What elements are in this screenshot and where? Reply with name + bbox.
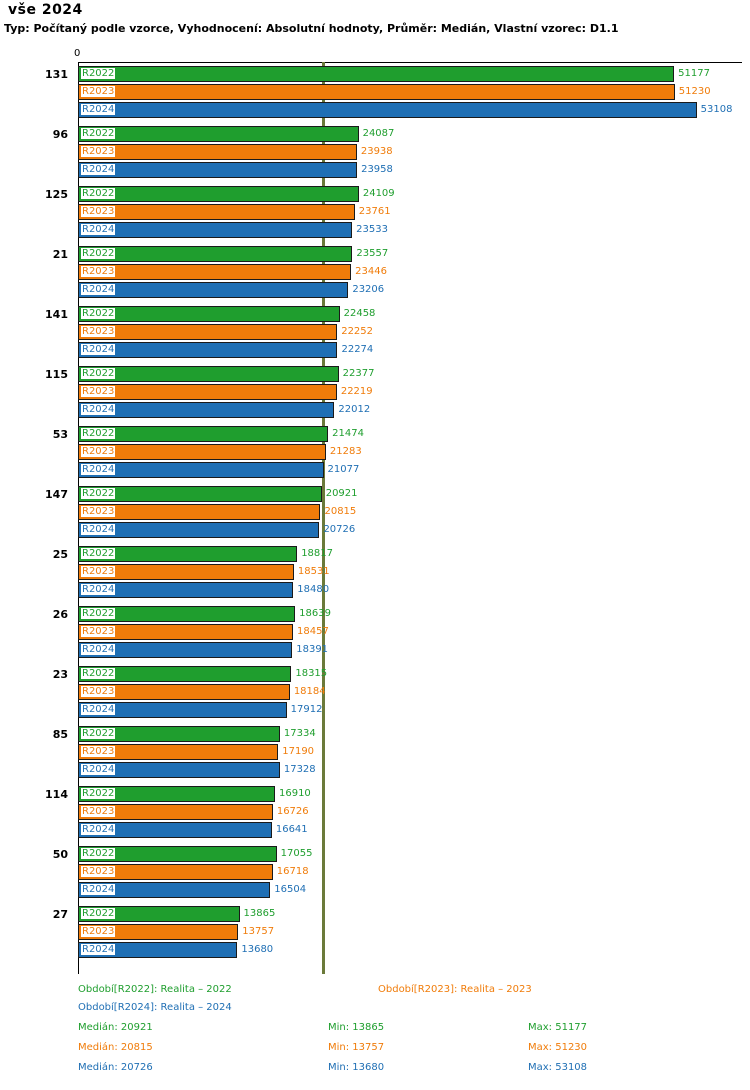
bar-series-label: R2022 [82,128,115,139]
bar-R2024[interactable] [78,282,348,298]
bar-series-label: R2024 [82,944,115,955]
bar-value-label: 18457 [297,626,329,637]
bar-row[interactable] [78,702,742,718]
bar-value-label: 18391 [296,644,329,655]
bar-value-label: 23958 [361,164,393,175]
bar-row[interactable] [78,384,742,400]
bar-series-label: R2024 [82,344,115,355]
bar-row[interactable] [78,462,742,478]
bar-row[interactable] [78,906,742,922]
bar-row[interactable] [78,624,742,640]
bar-value-label: 18480 [297,584,330,595]
bar-row[interactable] [78,726,742,742]
bar-row[interactable] [78,222,742,238]
bar-value-label: 22458 [343,308,376,319]
bar-value-label: 23938 [360,146,393,157]
bar-row[interactable] [78,846,742,862]
bar-row[interactable] [78,882,742,898]
bar-series-label: R2022 [82,608,115,619]
bar-row[interactable] [78,504,742,520]
bar-value-label: 18315 [295,668,328,679]
bar-row[interactable] [78,366,742,382]
bar-row[interactable] [78,84,742,100]
bar-value-label: 24109 [362,188,395,199]
bar-series-label: R2023 [82,86,115,97]
bar-row[interactable] [78,426,742,442]
bar-row[interactable] [78,324,742,340]
bar-value-label: 22274 [341,344,374,355]
bar-value-label: 16641 [275,824,308,835]
bar-group [0,906,750,960]
bar-series-label: R2024 [82,824,115,835]
group-category-label: 131 [45,68,68,81]
bar-value-label: 18531 [297,566,330,577]
bar-series-label: R2024 [82,524,115,535]
bar-series-label: R2022 [82,68,115,79]
bar-series-label: R2023 [82,506,115,517]
bar-R2024[interactable] [78,102,697,118]
bar-group [0,606,750,660]
bar-series-label: R2023 [82,626,115,637]
bar-series-label: R2022 [82,908,115,919]
bar-row[interactable] [78,306,742,322]
bar-R2023[interactable] [78,204,355,220]
bar-row[interactable] [78,186,742,202]
bar-value-label: 22219 [340,386,373,397]
bar-series-label: R2023 [82,206,115,217]
bar-value-label: 16504 [274,884,307,895]
bar-R2024[interactable] [78,222,352,238]
group-category-label: 26 [52,608,68,621]
bar-group [0,726,750,780]
bar-R2023[interactable] [78,324,337,340]
bar-value-label: 17190 [282,746,315,757]
bar-R2022[interactable] [78,366,339,382]
bar-value-label: 23557 [356,248,389,259]
chart-title: vše 2024 [8,2,83,18]
bar-series-label: R2023 [82,686,115,697]
bar-series-label: R2022 [82,188,115,199]
bar-row[interactable] [78,642,742,658]
bar-series-label: R2024 [82,644,115,655]
bar-row[interactable] [78,924,742,940]
bar-row[interactable] [78,546,742,562]
bar-row[interactable] [78,342,742,358]
bar-series-label: R2023 [82,146,115,157]
bar-series-label: R2023 [82,746,115,757]
bar-value-label: 13680 [241,944,274,955]
bar-value-label: 21474 [332,428,364,439]
bar-series-label: R2023 [82,386,115,397]
bar-series-label: R2023 [82,926,115,937]
bar-series-label: R2023 [82,326,115,337]
bar-group [0,486,750,540]
group-category-label: 21 [52,248,68,261]
bar-series-label: R2024 [82,584,115,595]
bar-row[interactable] [78,666,742,682]
bar-value-label: 23761 [358,206,391,217]
bar-group [0,666,750,720]
bar-value-label: 20815 [324,506,357,517]
bar-R2022[interactable] [78,66,674,82]
bar-value-label: 23446 [355,266,387,277]
group-category-label: 25 [52,548,68,561]
bar-R2023[interactable] [78,144,357,160]
bar-row[interactable] [78,264,742,280]
bar-row[interactable] [78,864,742,880]
bar-series-label: R2022 [82,248,115,259]
bar-R2023[interactable] [78,264,351,280]
bar-value-label: 17334 [283,728,316,739]
bar-series-label: R2023 [82,566,115,577]
bar-R2022[interactable] [78,426,328,442]
bar-row[interactable] [78,822,742,838]
bar-series-label: R2024 [82,704,115,715]
bar-value-label: 23533 [356,224,388,235]
group-category-label: 115 [45,368,68,381]
legend-item: Období[R2023]: Realita – 2023 [378,984,532,995]
bar-value-label: 53108 [700,104,733,115]
bar-value-label: 13757 [242,926,275,937]
bar-group [0,246,750,300]
footer-min: Min: 13865 [328,1022,385,1033]
bar-row[interactable] [78,564,742,580]
bar-group [0,186,750,240]
bar-series-label: R2024 [82,224,115,235]
bar-row[interactable] [78,762,742,778]
bar-series-label: R2024 [82,164,115,175]
bar-value-label: 22377 [342,368,375,379]
bar-row[interactable] [78,402,742,418]
footer-min: Min: 13757 [328,1042,385,1053]
bar-R2024[interactable] [78,342,337,358]
bar-row[interactable] [78,606,742,622]
axis-top-line [78,62,742,63]
bar-value-label: 21077 [327,464,360,475]
group-category-label: 53 [52,428,68,441]
bar-row[interactable] [78,804,742,820]
footer-max: Max: 53108 [528,1062,588,1073]
bar-value-label: 13865 [243,908,276,919]
bar-R2022[interactable] [78,186,359,202]
group-category-label: 27 [52,908,68,921]
footer-max: Max: 51177 [528,1022,588,1033]
legend-item: Období[R2024]: Realita – 2024 [78,1002,232,1013]
bar-series-label: R2024 [82,284,115,295]
bar-series-label: R2024 [82,464,115,475]
bar-row[interactable] [78,582,742,598]
footer-median: Medián: 20815 [78,1042,153,1053]
axis-zero-label: 0 [74,48,81,59]
bar-row[interactable] [78,942,742,958]
bar-series-label: R2022 [82,668,115,679]
bar-R2024[interactable] [78,402,334,418]
bar-row[interactable] [78,246,742,262]
footer-median: Medián: 20726 [78,1062,153,1073]
bar-value-label: 17055 [280,848,313,859]
bar-value-label: 51177 [678,68,710,79]
bar-R2022[interactable] [78,126,359,142]
bar-value-label: 23206 [352,284,385,295]
bar-value-label: 18184 [293,686,326,697]
bar-row[interactable] [78,102,742,118]
bar-series-label: R2023 [82,446,115,457]
bar-series-label: R2023 [82,866,115,877]
bar-group [0,66,750,120]
bar-value-label: 20726 [323,524,356,535]
bar-series-label: R2022 [82,308,115,319]
bar-series-label: R2023 [82,806,115,817]
bar-group [0,426,750,480]
bar-row[interactable] [78,144,742,160]
bar-series-label: R2023 [82,266,115,277]
bar-group [0,546,750,600]
bar-row[interactable] [78,126,742,142]
bar-series-label: R2024 [82,764,115,775]
bar-row[interactable] [78,162,742,178]
group-category-label: 96 [52,128,68,141]
bar-row[interactable] [78,204,742,220]
bar-series-label: R2024 [82,884,115,895]
bar-R2023[interactable] [78,84,675,100]
bar-R2023[interactable] [78,384,337,400]
legend-item: Období[R2022]: Realita – 2022 [78,984,232,995]
bar-series-label: R2024 [82,404,115,415]
bar-row[interactable] [78,744,742,760]
bar-group [0,306,750,360]
bar-group [0,126,750,180]
group-category-label: 114 [45,788,68,801]
bar-value-label: 16726 [276,806,309,817]
chart-subtitle: Typ: Počítaný podle vzorce, Vyhodnocení: Absolutní hodnoty, Průměr: Medián, Vlastní vzorec: D1.1 [4,22,619,35]
bar-row[interactable] [78,684,742,700]
bar-value-label: 16718 [276,866,309,877]
bar-group [0,366,750,420]
bar-row[interactable] [78,66,742,82]
bar-row[interactable] [78,786,742,802]
group-category-label: 23 [52,668,68,681]
bar-row[interactable] [78,522,742,538]
bar-value-label: 18639 [299,608,331,619]
bar-series-label: R2022 [82,848,115,859]
bar-value-label: 16910 [278,788,311,799]
bar-series-label: R2022 [82,488,115,499]
bar-series-label: R2022 [82,788,115,799]
group-category-label: 50 [52,848,68,861]
bar-row[interactable] [78,282,742,298]
bar-value-label: 18817 [301,548,333,559]
footer-max: Max: 51230 [528,1042,588,1053]
bar-value-label: 17328 [283,764,316,775]
group-category-label: 85 [52,728,68,741]
group-category-label: 141 [45,308,68,321]
bar-value-label: 22012 [338,404,371,415]
bar-series-label: R2022 [82,368,115,379]
bar-row[interactable] [78,444,742,460]
bar-group [0,846,750,900]
bar-R2022[interactable] [78,306,340,322]
bar-series-label: R2024 [82,104,115,115]
bar-row[interactable] [78,486,742,502]
bar-series-label: R2022 [82,428,115,439]
bar-value-label: 20921 [325,488,358,499]
footer-median: Medián: 20921 [78,1022,153,1033]
bar-value-label: 24087 [362,128,395,139]
group-category-label: 125 [45,188,68,201]
bar-series-label: R2022 [82,548,115,559]
footer-min: Min: 13680 [328,1062,385,1073]
bar-R2022[interactable] [78,246,352,262]
bar-series-label: R2022 [82,728,115,739]
bar-value-label: 22252 [341,326,374,337]
group-category-label: 147 [45,488,68,501]
bar-value-label: 17912 [290,704,323,715]
bar-R2024[interactable] [78,162,357,178]
bar-value-label: 51230 [678,86,711,97]
bar-value-label: 21283 [329,446,362,457]
bar-group [0,786,750,840]
